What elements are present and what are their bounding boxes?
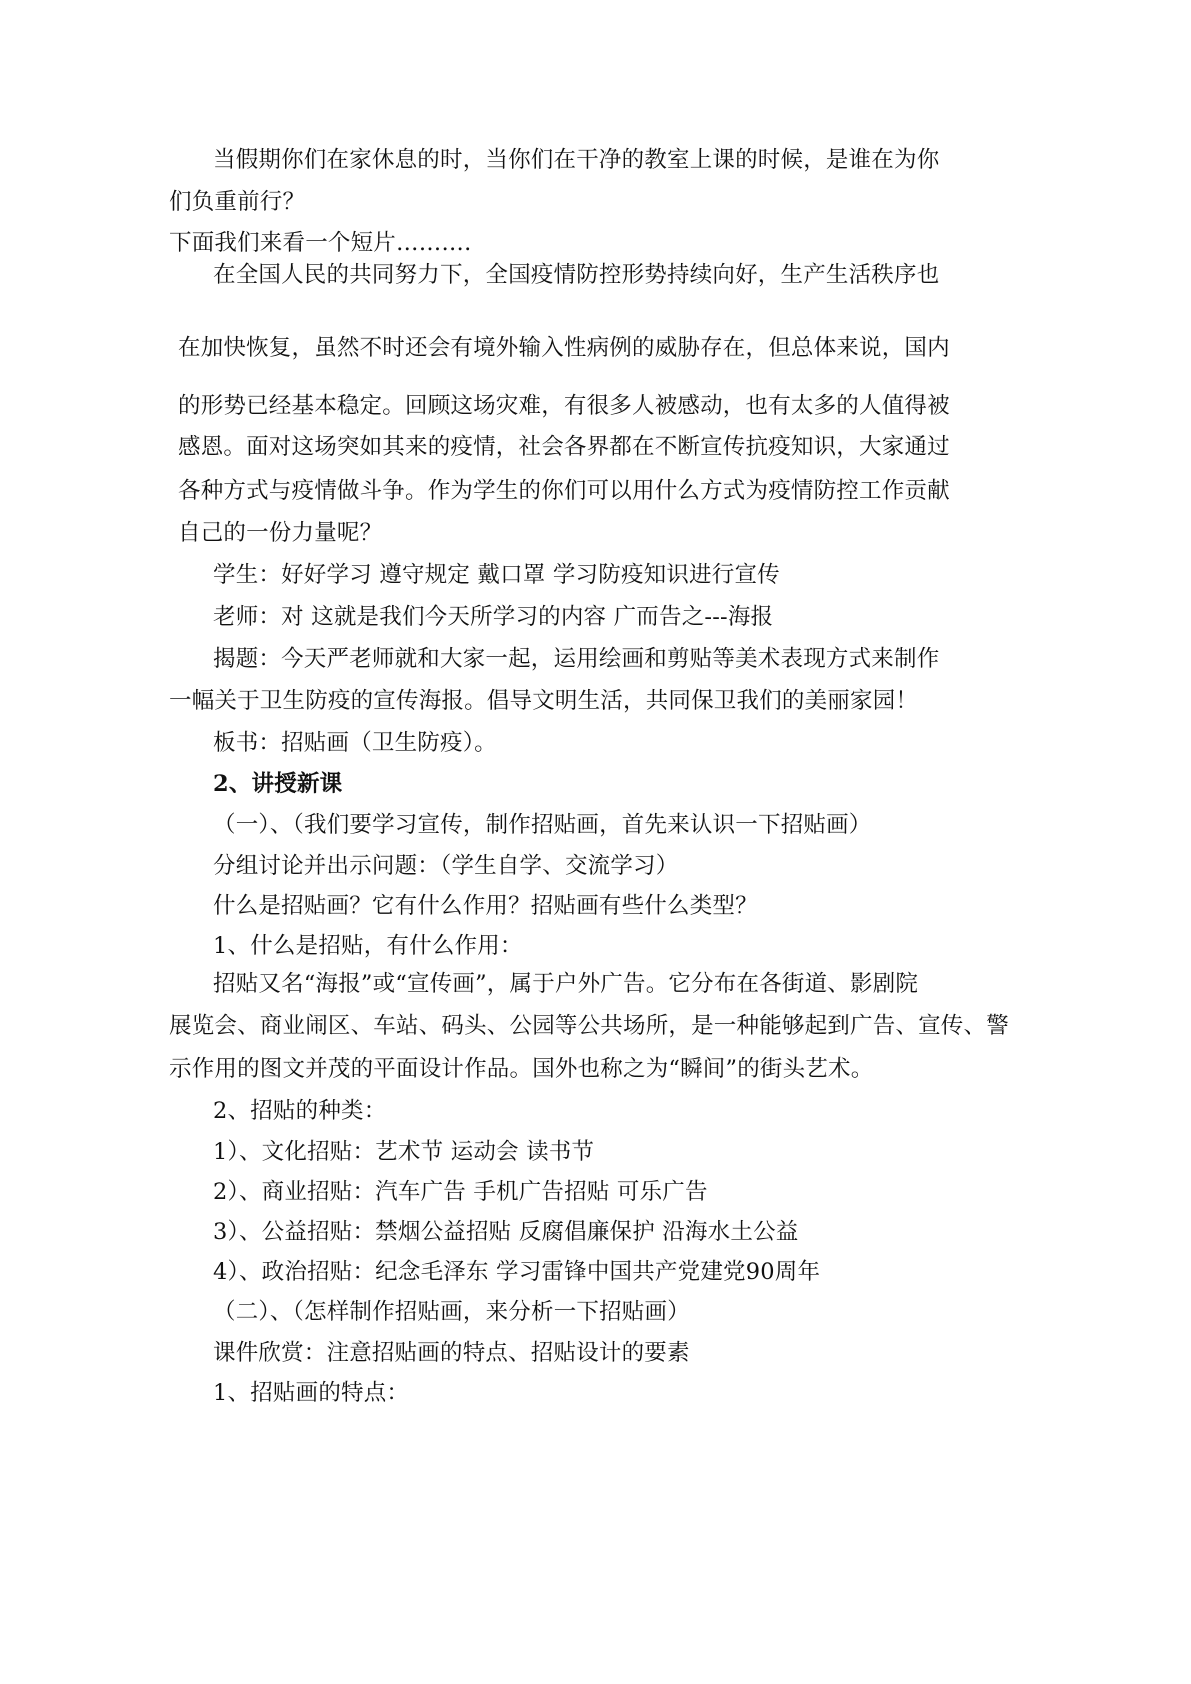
paragraph-line: 老师：对 这就是我们今天所学习的内容 广而告之---海报 (213, 604, 774, 630)
paragraph-line: 4）、政治招贴：纪念毛泽东 学习雷锋中国共产党建党90周年 (213, 1259, 821, 1285)
paragraph-line: 当假期你们在家休息的时，当你们在干净的教室上课的时候，是谁在为你 (213, 147, 940, 173)
paragraph-line: 们负重前行？ (169, 189, 306, 215)
paragraph-line: 在全国人民的共同努力下，全国疫情防控形势持续向好，生产生活秩序也 (213, 262, 940, 288)
paragraph-line: 1、什么是招贴，有什么作用： (213, 933, 523, 959)
paragraph-line: 的形势已经基本稳定。回顾这场灾难，有很多人被感动，也有太多的人值得被 (178, 393, 950, 419)
paragraph-line: 感恩。面对这场突如其来的疫情，社会各界都在不断宣传抗疫知识，大家通过 (178, 434, 950, 460)
paragraph-line: 一幅关于卫生防疫的宣传海报。倡导文明生活，共同保卫我们的美丽家园！ (169, 688, 919, 714)
paragraph-line: 自己的一份力量呢？ (178, 520, 383, 546)
paragraph-line: 3）、公益招贴：禁烟公益招贴 反腐倡廉保护 沿海水土公益 (213, 1219, 799, 1245)
paragraph-line: （一）、（我们要学习宣传，制作招贴画，首先来认识一下招贴画） (213, 812, 872, 838)
paragraph-line: 1、招贴画的特点： (213, 1380, 410, 1406)
paragraph-line: 1）、文化招贴：艺术节 运动会 读书节 (213, 1139, 595, 1165)
paragraph-line: 什么是招贴画？它有什么作用？招贴画有些什么类型？ (213, 893, 758, 919)
paragraph-line: 2、招贴的种类： (213, 1098, 387, 1124)
paragraph-line: 学生：好好学习 遵守规定 戴口罩 学习防疫知识进行宣传 (213, 562, 780, 588)
paragraph-line: 下面我们来看一个短片………. (169, 230, 472, 256)
section-heading: 2、讲授新课 (213, 771, 343, 797)
paragraph-line: 在加快恢复，虽然不时还会有境外输入性病例的威胁存在，但总体来说，国内 (178, 335, 950, 361)
paragraph-line: 各种方式与疫情做斗争。作为学生的你们可以用什么方式为疫情防控工作贡献 (178, 478, 950, 504)
paragraph-line: 板书：招贴画（卫生防疫）。 (213, 730, 497, 756)
paragraph-line: 展览会、商业闹区、车站、码头、公园等公共场所，是一种能够起到广告、宣传、警 (169, 1013, 1009, 1039)
paragraph-line: 揭题：今天严老师就和大家一起，运用绘画和剪贴等美术表现方式来制作 (213, 646, 940, 672)
paragraph-line: 2）、商业招贴：汽车广告 手机广告招贴 可乐广告 (213, 1179, 708, 1205)
paragraph-line: 示作用的图文并茂的平面设计作品。国外也称之为“瞬间”的街头艺术。 (169, 1056, 874, 1082)
paragraph-line: 招贴又名“海报”或“宣传画”，属于户外广告。它分布在各街道、影剧院 (213, 971, 919, 997)
paragraph-line: 课件欣赏：注意招贴画的特点、招贴设计的要素 (213, 1340, 690, 1366)
paragraph-line: （二）、（怎样制作招贴画，来分析一下招贴画） (213, 1299, 690, 1325)
paragraph-line: 分组讨论并出示问题：（学生自学、交流学习） (213, 853, 679, 879)
